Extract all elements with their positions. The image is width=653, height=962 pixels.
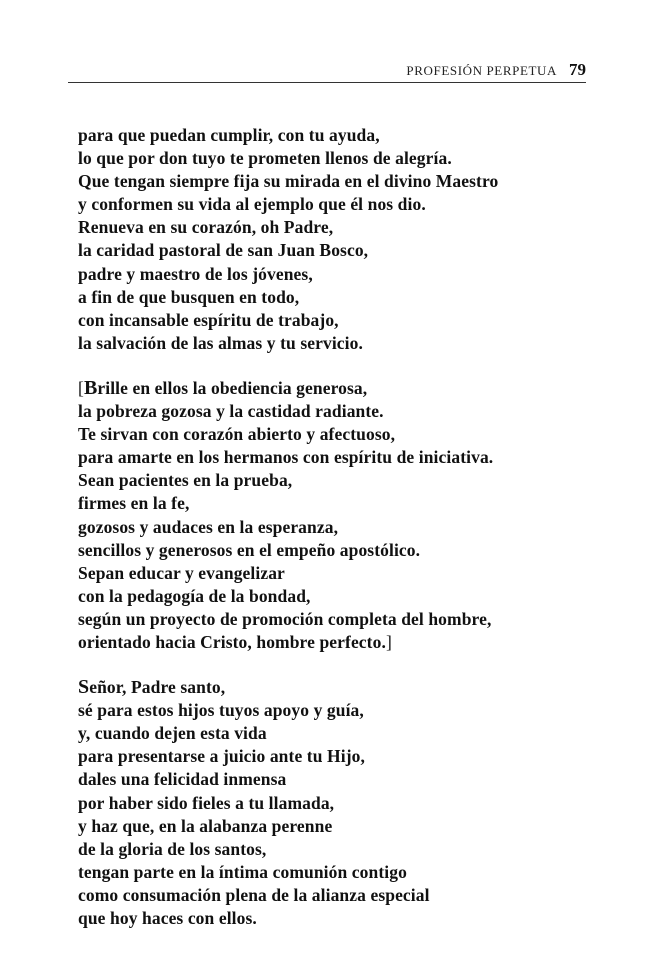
stanza-3 (78, 676, 598, 930)
verse-line (78, 631, 598, 654)
verse-line: la pobreza gozosa y la castidad radiante. (78, 401, 384, 422)
stanza-2-bracketed (78, 377, 598, 654)
close-bracket: ] (385, 631, 392, 652)
verse-line: de la gloria de los santos, (78, 838, 267, 859)
verse-line: tengan parte en la íntima comunión contigo (78, 861, 407, 882)
verse-line: Sean pacientes en la prueba, (78, 470, 293, 491)
verse-line: sencillos y generosos en el empeño apostólico. (78, 539, 421, 560)
initial-letter: B (83, 376, 98, 399)
verse-line: Sepan educar y evangelizar (78, 562, 285, 583)
verse-line: a fin de que busquen en todo, (78, 286, 300, 307)
verse-line: con la pedagogía de la bondad, (78, 585, 311, 606)
verse-line: para que puedan cumplir, con tu ayuda, (78, 125, 380, 145)
verse-line: lo que por don tuyo te prometen llenos de alegría. (78, 148, 452, 169)
page-number: 79 (569, 60, 586, 79)
running-header (68, 60, 586, 80)
verse-line: Renueva en su corazón, oh Padre, (78, 217, 334, 238)
verse-line: Te sirvan con corazón abierto y afectuoso, (78, 424, 396, 445)
verse-line: como consumación plena de la alianza especial (78, 884, 430, 905)
verse-line: para amarte en los hermanos con espíritu de iniciativa. (78, 447, 494, 468)
verse-line: la salvación de las almas y tu servicio. (78, 332, 363, 353)
verse-line: y haz que, en la alabanza perenne (78, 815, 333, 836)
running-title: PROFESIÓN PERPETUA (406, 63, 557, 78)
verse-line: con incansable espíritu de trabajo, (78, 309, 339, 330)
verse-line-text: orientado hacia Cristo, hombre perfecto. (78, 631, 386, 652)
verse-line-rest: eñor, Padre santo, (89, 677, 226, 698)
open-bracket: [ (78, 377, 84, 398)
verse-line: Que tengan siempre fija su mirada en el divino Maestro (78, 171, 499, 192)
verse-line: firmes en la fe, (78, 493, 190, 514)
verse-line: la caridad pastoral de san Juan Bosco, (78, 240, 369, 261)
verse-line: gozosos y audaces en la esperanza, (78, 516, 339, 537)
prayer-text (78, 124, 598, 952)
verse-line: y conformen su vida al ejemplo que él nos dio. (78, 194, 426, 215)
verse-line (78, 676, 598, 699)
verse-line-rest: rille en ellos la obediencia generosa, (97, 377, 368, 398)
verse-line: según un proyecto de promoción completa del hombre, (78, 608, 492, 629)
verse-line: dales una felicidad inmensa (78, 769, 287, 790)
stanza-1 (78, 124, 598, 355)
verse-line (78, 377, 598, 400)
verse-line: sé para estos hijos tuyos apoyo y guía, (78, 700, 364, 721)
initial-letter: S (78, 676, 90, 699)
verse-line: que hoy haces con ellos. (78, 908, 257, 928)
header-rule (68, 82, 586, 83)
verse-line: para presentarse a juicio ante tu Hijo, (78, 746, 365, 767)
verse-line: por haber sido fieles a tu llamada, (78, 792, 335, 813)
verse-line: padre y maestro de los jóvenes, (78, 263, 313, 284)
verse-line: y, cuando dejen esta vida (78, 723, 267, 744)
